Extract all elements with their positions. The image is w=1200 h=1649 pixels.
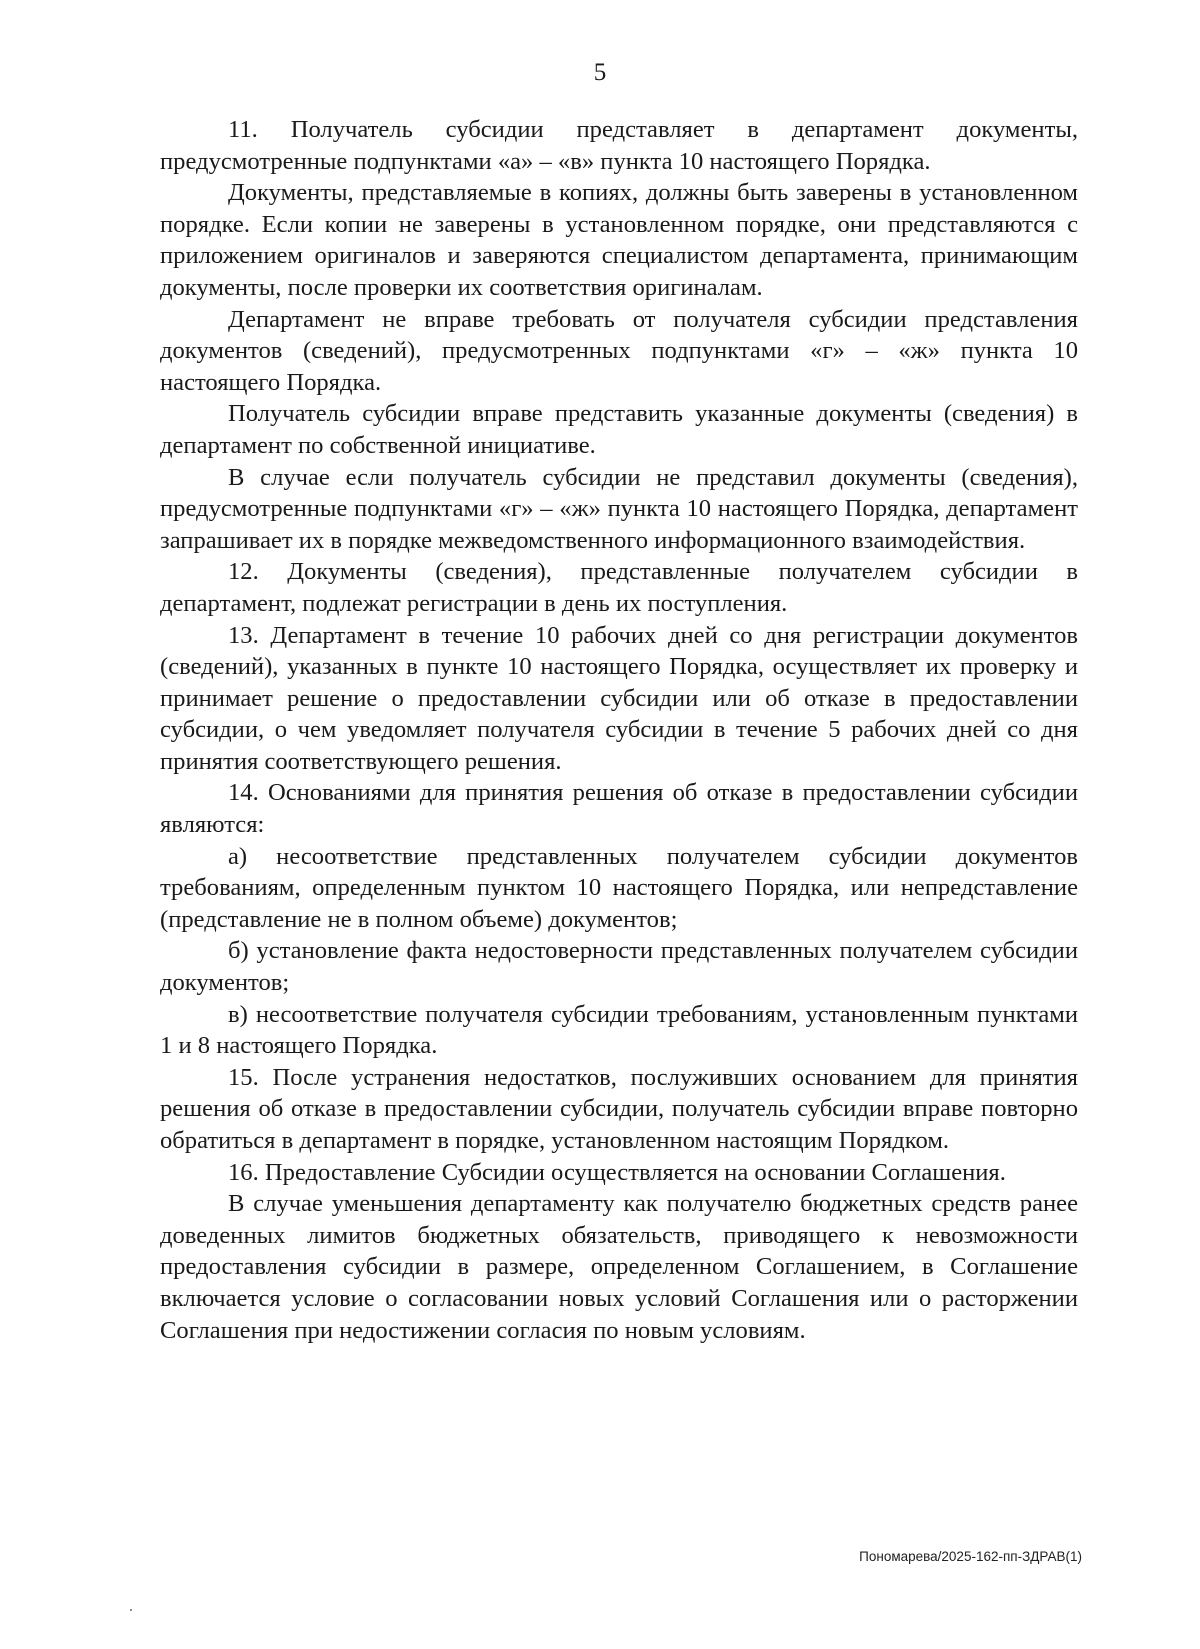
paragraph-12: 12. Документы (сведения), представленные получателем субсидии в департамент, подлежат регистрации в день их поступления. [160,558,1078,617]
paragraph-interagency-request: В случае если получатель субсидии не представил документы (сведения), предусмотренные подпунктами «г» – «ж» пункта 10 настоящего Порядка, департамент запрашивает их в порядке межведомственного информационного взаимодействия. [160,463,1078,554]
paragraph-department-no-right: Департамент не вправе требовать от получателя субсидии представления документов (сведений), предусмотренных подпунктами «г» – «ж» пункта 10 настоящего Порядка. [160,305,1078,396]
paragraph-own-initiative: Получатель субсидии вправе представить указанные документы (сведения) в департамент по собственной инициативе. [160,400,1078,459]
document-footer-code: Пономарева/2025-162-пп-ЗДРАВ(1) [859,1549,1082,1564]
paragraph-14: 14. Основаниями для принятия решения об отказе в предоставлении субсидии являются: [160,779,1078,839]
paragraph-15: 15. После устранения недостатков, послуживших основанием для принятия решения об отказе в предоставлении субсидии, получатель субсидии вправе повторно обратиться в департамент в порядке, установленном настоящим Порядком. [160,1063,1078,1154]
paragraph-budget-reduction: В случае уменьшения департаменту как получателю бюджетных средств ранее доведенных лимитов бюджетных обязательств, приводящего к невозможности предоставления субсидии в размере, определенном Соглашением, в Соглашение включается условие о согласовании новых условий Соглашения или о расторжении Соглашения при недостижении согласия по новым условиям. [160,1190,1078,1344]
scan-speck [130,1609,132,1611]
paragraph-11: 11. Получатель субсидии представляет в департамент документы, предусмотренные подпунктами «а» – «в» пункта 10 настоящего Порядка. [160,116,1078,175]
paragraph-14-v: в) несоответствие получателя субсидии требованиям, установленным пунктами 1 и 8 настоящего Порядка. [160,1000,1078,1060]
paragraph-copies: Документы, представляемые в копиях, должны быть заверены в установленном порядке. Если копии не заверены в установленном порядке, они представляются с приложением оригиналов и заверяются специалистом департамента, принимающим документы, после проверки их соответствия оригиналам. [160,179,1078,301]
paragraph-14-b: б) установление факта недостоверности представленных получателем субсидии документов; [160,937,1078,997]
document-body [160,114,1078,1346]
page-number: 5 [593,59,607,86]
paragraph-14-a: а) несоответствие представленных получателем субсидии документов требованиям, определенным пунктом 10 настоящего Порядка, или непредставление (представление не в полном объеме) документов; [160,842,1078,933]
paragraph-16: 16. Предоставление Субсидии осуществляется на основании Соглашения. [228,1158,1006,1186]
paragraph-13: 13. Департамент в течение 10 рабочих дней со дня регистрации документов (сведений), указанных в пункте 10 настоящего Порядка, осуществляет их проверку и принимает решение о предоставлении субсидии или об отказе в предоставлении субсидии, о чем уведомляет получателя субсидии в течение 5 рабочих дней со дня принятия соответствующего решения. [160,621,1078,775]
